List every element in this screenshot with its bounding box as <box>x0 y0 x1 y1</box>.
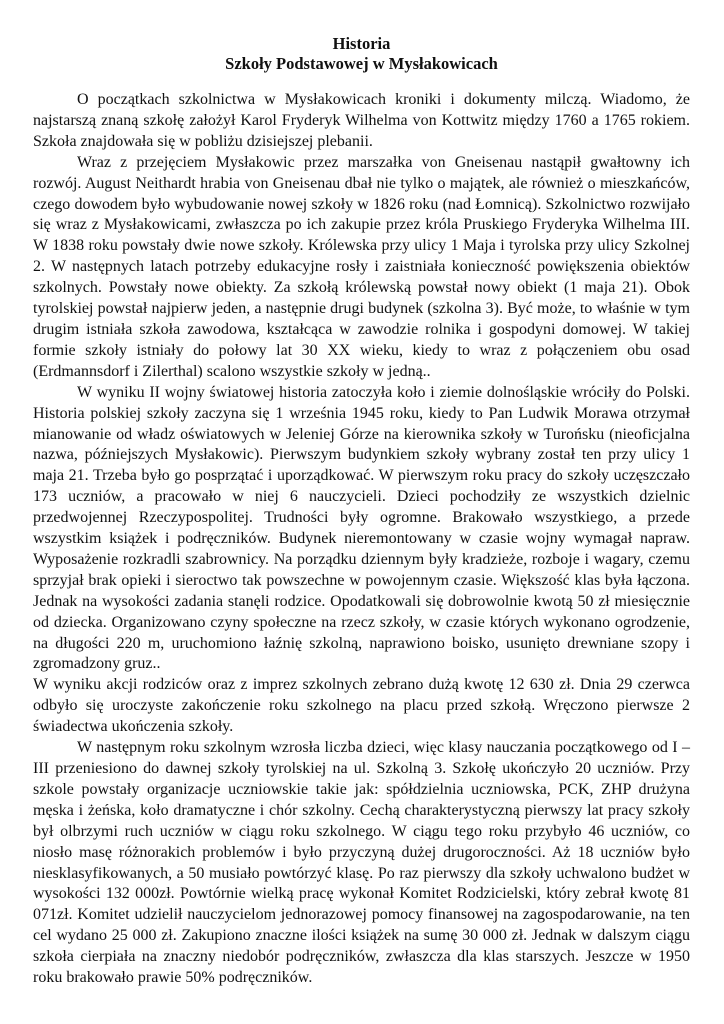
paragraph-2: Wraz z przejęciem Mysłakowic przez marszałka von Gneisenau nastąpił gwałtowny ich rozwój. August Neithardt hrabia von Gneisenau dbał nie tylko o majątek, ale również o mieszkańców, czego dowodem było wybudowanie nowej szkoły w 1826 roku (nad Łomnicą). Szkolnictwo rozwijało się wraz z Mysłakowicami, zwłaszcza po ich zakupie przez króla Pruskiego Fryderyka Wilhelma III. W 1838 roku powstały dwie nowe szkoły. Królewska przy ulicy 1 Maja i tyrolska przy ulicy Szkolnej 2. W następnych latach potrzeby edukacyjne rosły i zaistniała konieczność powiększenia obiektów szkolnych. Powstały nowe obiekty. Za szkołą królewską powstał nowy obiekt (1 maja 21). Obok tyrolskiej powstał najpierw jeden, a następnie drugi budynek (szkolna 3). Być może, to właśnie w tym drugim istniała szkoła zawodowa, kształcąca w zawodzie rolnika i gospodyni domowej. W takiej formie szkoły istniały do połowy lat 30 XX wieku, kiedy to wraz z połączeniem obu osad (Erdmannsdorf i Zilerthal) scalono wszystkie szkoły w jedną.. <box>33 153 690 380</box>
paragraph-3: W wyniku II wojny światowej historia zatoczyła koło i ziemie dolnośląskie wróciły do Polski. Historia polskiej szkoły zaczyna się 1 września 1945 roku, kiedy to Pan Ludwik Morawa otrzymał mianowanie od władz oświatowych w Jeleniej Górze na kierownika szkoły w Turońsku (nieoficjalna nazwa, późniejszych Mysłakowic). Pierwszym budynkiem szkoły wybrany został ten przy ulicy 1 maja 21. Trzeba było go posprzątać i uporządkować. W pierwszym roku pracy do szkoły uczęszczało 173 uczniów, a pracowało w niej 6 nauczycieli. Dzieci pochodziły ze wszystkich dzielnic przedwojennej Rzeczypospolitej. Trudności były ogromne. Brakowało wszystkiego, a przede wszystkim książek i podręczników. Budynek nieremontowany w czasie wojny wymagał napraw. Wyposażenie rozkradli szabrownicy. Na porządku dziennym były kradzieże, rozboje i wagary, czemu sprzyjał brak opieki i sieroctwo tak powszechne w powojennym czasie. Większość klas była łączona. Jednak na wysokości zadania stanęli rodzice. Opodatkowali się dobrowolnie kwotą 50 zł miesięcznie od dziecka. Organizowano czyny społeczne na rzecz szkoły, w czasie których wykonano ogrodzenie, na długości 220 m, uruchomiono łaźnię szkolną, naprawiono boisko, usunięto drewniane szopy i zgromadzony gruz.. <box>33 383 690 673</box>
paragraph-4: W wyniku akcji rodziców oraz z imprez szkolnych zebrano dużą kwotę 12 630 zł. Dnia 29 czerwca odbyło się uroczyste zakończenie roku szkolnego na placu przed szkołą. Wręczono pierwsze 2 świadectwa ukończenia szkoły. <box>33 676 690 736</box>
document-body <box>33 90 690 989</box>
document-page <box>33 34 690 989</box>
title-line-1: Historia <box>332 34 391 53</box>
title-line-2: Szkoły Podstawowej w Mysłakowicach <box>225 54 498 73</box>
paragraph-5: W następnym roku szkolnym wzrosła liczba dzieci, więc klasy nauczania początkowego od I – III przeniesiono do dawnej szkoły tyrolskiej na ul. Szkolną 3. Szkołę ukończyło 20 uczniów. Przy szkole powstały organizacje uczniowskie takie jak: spółdzielnia uczniowska, PCK, ZHP drużyna męska i żeńska, koło dramatyczne i chór szkolny. Cechą charakterystyczną pierwszy lat pracy szkoły był olbrzymi ruch uczniów w ciągu roku szkolnego. W ciągu tego roku przybyło 46 uczniów, co niosło masę różnorakich problemów i było przyczyną dużej drugoroczności. Aż 18 uczniów było niesklasyfikowanych, a 50 musiało powtórzyć klasę. Po raz pierwszy dla szkoły uchwalono budżet w wysokości 132 000zł. Powtórnie wielką pracę wykonał Komitet Rodzicielski, który zebrał kwotę 81 071zł. Komitet udzielił nauczycielom jednorazowej pomocy finansowej na zagospodarowanie, na ten cel wydano 25 000 zł. Zakupiono znaczne ilości książek na sumę 30 000 zł. Jednak w dalszym ciągu szkoła cierpiała na znaczny niedobór podręczników, zwłaszcza dla klas starszych. Jeszcze w 1950 roku brakowało prawie 50% podręczników. <box>33 739 690 987</box>
page-title <box>33 34 690 74</box>
paragraph-1: O początkach szkolnictwa w Mysłakowicach kroniki i dokumenty milczą. Wiadomo, że najstarszą znaną szkołę założył Karol Fryderyk Wilhelma von Kottwitz między 1760 a 1765 rokiem. Szkoła znajdowała się w pobliżu dzisiejszej plebanii. <box>33 91 690 150</box>
